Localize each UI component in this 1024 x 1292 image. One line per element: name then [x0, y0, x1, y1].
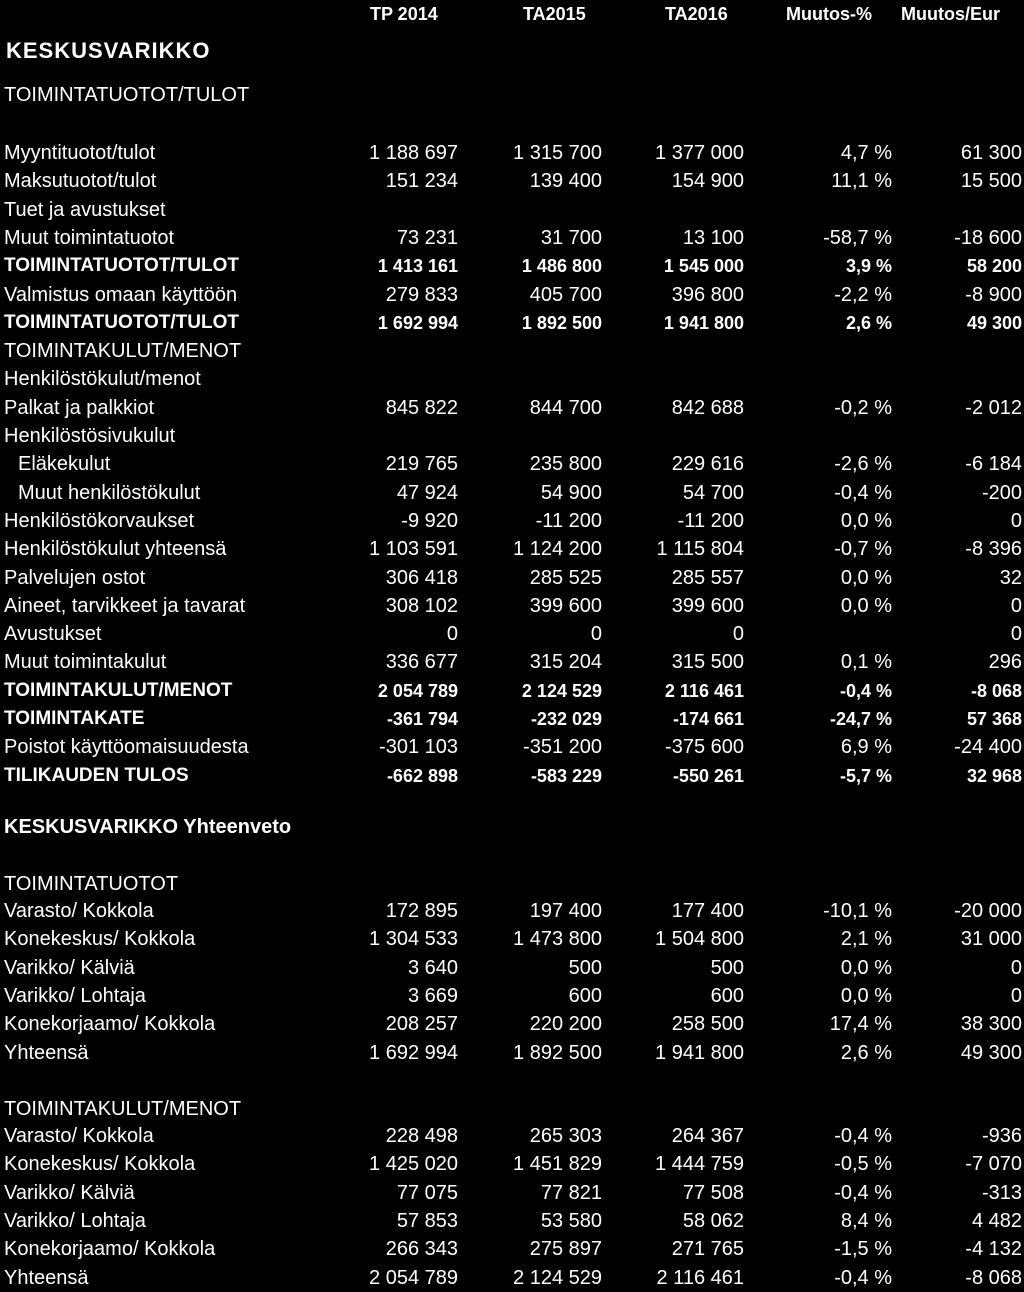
cell-v4: 11,1 % [831, 170, 892, 193]
cell-v4: -58,7 % [823, 226, 892, 249]
cell-v2: 265 303 [529, 1125, 602, 1147]
table-row [0, 422, 1024, 450]
cell-v2: 220 200 [529, 1013, 602, 1036]
cell-v4: -10,1 % [823, 900, 892, 922]
cell-v5: 49 300 [966, 312, 1022, 333]
cell-v1: 1 692 994 [377, 312, 458, 333]
cell-v5: -24 400 [954, 736, 1022, 759]
cell-v4: 0,0 % [840, 594, 892, 617]
table-row [0, 507, 1024, 535]
cell-v5: -4 132 [965, 1238, 1022, 1261]
cell-v1: 47 924 [396, 481, 458, 504]
cell-v1: 3 640 [407, 956, 458, 979]
cell-v5: 38 300 [960, 1013, 1022, 1036]
table-row [0, 1122, 1024, 1150]
row-label: Varikko/ Kälviä [4, 1181, 135, 1204]
cell-v2: 77 821 [540, 1181, 602, 1204]
cell-v5: -8 068 [965, 1266, 1022, 1289]
row-label: Henkilöstösivukulut [4, 425, 176, 447]
table-row [0, 309, 1024, 337]
table-row [0, 982, 1024, 1010]
cell-v5: -7 070 [965, 1153, 1022, 1176]
cell-v2: 500 [568, 956, 602, 979]
cell-v2: 235 800 [529, 453, 602, 476]
cell-v4: 0,0 % [840, 984, 892, 1007]
cell-v1: 2 054 789 [377, 680, 458, 701]
cell-v5: 32 [999, 566, 1022, 589]
cell-v3: 1 941 800 [663, 312, 744, 333]
summary-section-revenue: TOIMINTATUOTOT [4, 873, 179, 895]
cell-v4: -1,5 % [834, 1238, 892, 1261]
row-label: Muut toimintakulut [4, 651, 167, 674]
table-row [0, 592, 1024, 620]
cell-v1: 308 102 [385, 594, 458, 617]
cell-v3: -375 600 [665, 736, 744, 759]
cell-v2: 31 700 [540, 226, 602, 249]
table-row [0, 897, 1024, 925]
cell-v5: 58 200 [966, 256, 1022, 277]
cell-v3: 258 500 [671, 1013, 744, 1036]
cell-v5: -2 012 [965, 396, 1022, 419]
row-label: Konekorjaamo/ Kokkola [4, 1238, 216, 1261]
cell-v1: 0 [446, 623, 458, 646]
cell-v1: 151 234 [385, 170, 458, 193]
cell-v3: 0 [732, 623, 744, 646]
cell-v1: 228 498 [385, 1125, 458, 1147]
cell-v5: 0 [1010, 956, 1022, 979]
cell-v5: 0 [1010, 509, 1022, 532]
cell-v1: 1 413 161 [377, 256, 458, 277]
cell-v2: -11 200 [535, 509, 602, 532]
row-label: Varikko/ Lohtaja [4, 1209, 146, 1232]
cell-v4: -0,7 % [834, 538, 892, 561]
table-row [0, 337, 1024, 365]
cell-v5: 61 300 [960, 142, 1022, 164]
cell-v1: 219 765 [385, 453, 458, 476]
table-row [0, 365, 1024, 393]
cell-v5: 49 300 [960, 1041, 1022, 1064]
cell-v2: 399 600 [529, 594, 602, 617]
cell-v5: 296 [988, 651, 1022, 674]
column-header-row [0, 0, 1024, 30]
cell-v5: -6 184 [965, 453, 1022, 476]
cell-v2: 139 400 [529, 170, 602, 193]
cell-v3: 77 508 [682, 1181, 744, 1204]
cell-v3: -174 661 [672, 709, 744, 729]
cell-v5: 15 500 [960, 170, 1022, 193]
row-label: Muut henkilöstökulut [18, 481, 201, 504]
row-label: Varasto/ Kokkola [4, 900, 154, 922]
cell-v5: 57 368 [966, 709, 1022, 729]
page-title: KESKUSVARIKKO [6, 38, 211, 63]
row-label: TOIMINTAKULUT/MENOT [4, 340, 242, 363]
cell-v2: -351 200 [523, 736, 602, 759]
table-row [0, 479, 1024, 507]
row-label: Avustukset [4, 623, 102, 646]
table-row [0, 564, 1024, 592]
cell-v3: 285 557 [671, 566, 744, 589]
row-label: Varikko/ Kälviä [4, 956, 135, 979]
cell-v4: 3,9 % [845, 256, 892, 277]
row-label: Muut toimintatuotot [4, 226, 175, 249]
cell-v2: 197 400 [529, 900, 602, 922]
cell-v3: 54 700 [682, 481, 744, 504]
cell-v1: 1 425 020 [369, 1153, 458, 1176]
table-row [0, 762, 1024, 790]
cell-v1: 266 343 [385, 1238, 458, 1261]
col-header-ta2016: TA2016 [665, 4, 728, 24]
row-label: Tuet ja avustukset [4, 198, 166, 221]
table-row [0, 1207, 1024, 1235]
cell-v2: 53 580 [540, 1209, 602, 1232]
row-label: TOIMINTAKULUT/MENOT [4, 679, 233, 701]
cell-v2: 285 525 [529, 566, 602, 589]
cell-v4: -0,2 % [834, 396, 892, 419]
summary-title: KESKUSVARIKKO Yhteenveto [4, 816, 292, 838]
table-row [0, 1235, 1024, 1263]
cell-v2: 1 892 500 [521, 312, 602, 333]
cell-v4: -5,7 % [839, 765, 892, 786]
table-row [0, 1150, 1024, 1178]
table-row [0, 1264, 1024, 1292]
cell-v3: 58 062 [682, 1209, 744, 1232]
cell-v1: 1 692 994 [369, 1041, 458, 1064]
cell-v3: 600 [710, 984, 744, 1007]
cell-v1: 336 677 [385, 651, 458, 674]
cell-v5: 32 968 [966, 765, 1022, 786]
cell-v4: 6,9 % [840, 736, 892, 759]
cell-v1: -662 898 [386, 765, 458, 786]
cell-v1: 2 054 789 [369, 1266, 458, 1289]
cell-v4: -0,4 % [834, 1125, 892, 1147]
table-row [0, 139, 1024, 167]
cell-v4: -0,4 % [834, 1266, 892, 1289]
cell-v1: -9 920 [401, 509, 458, 532]
summary-section-expenses: TOIMINTAKULUT/MENOT [4, 1098, 242, 1120]
cell-v4: 8,4 % [840, 1209, 892, 1232]
cell-v4: 0,0 % [840, 566, 892, 589]
table-row [0, 954, 1024, 982]
row-label: Valmistus omaan käyttöön [4, 283, 238, 306]
table-row [0, 925, 1024, 953]
cell-v5: 4 482 [971, 1209, 1022, 1232]
row-label: Palvelujen ostot [4, 566, 146, 589]
cell-v5: -8 396 [965, 538, 1022, 561]
cell-v2: 405 700 [529, 283, 602, 306]
row-label: TOIMINTAKATE [4, 708, 145, 729]
cell-v3: 13 100 [682, 226, 744, 249]
col-header-ta2015: TA2015 [523, 4, 586, 24]
cell-v3: 2 116 461 [664, 680, 744, 701]
cell-v3: 1 504 800 [655, 928, 744, 951]
cell-v2: 1 124 200 [513, 538, 602, 561]
cell-v2: 275 897 [529, 1238, 602, 1261]
cell-v4: 2,1 % [840, 928, 892, 951]
cell-v2: 1 473 800 [513, 928, 602, 951]
cell-v3: 1 115 804 [656, 538, 744, 561]
cell-v3: 271 765 [671, 1238, 744, 1261]
cell-v1: -361 794 [386, 709, 458, 729]
cell-v2: 600 [568, 984, 602, 1007]
table-row [0, 733, 1024, 761]
cell-v1: 3 669 [407, 984, 458, 1007]
cell-v4: 2,6 % [840, 1041, 892, 1064]
cell-v4: -2,6 % [834, 453, 892, 476]
row-label: TOIMINTATUOTOT/TULOT [4, 311, 240, 333]
cell-v2: 54 900 [540, 481, 602, 504]
cell-v2: 0 [590, 623, 602, 646]
cell-v1: 1 304 533 [369, 928, 458, 951]
row-label: Eläkekulut [18, 453, 111, 476]
cell-v4: 0,0 % [840, 956, 892, 979]
cell-v3: 264 367 [671, 1125, 744, 1147]
cell-v5: -8 900 [965, 283, 1022, 306]
cell-v1: 279 833 [385, 283, 458, 306]
cell-v5: 31 000 [960, 928, 1022, 951]
cell-v1: 1 103 591 [369, 538, 458, 561]
row-label: Konekeskus/ Kokkola [4, 928, 196, 951]
cell-v2: 1 892 500 [513, 1041, 602, 1064]
cell-v3: 154 900 [671, 170, 744, 193]
table-row [0, 677, 1024, 705]
cell-v1: 57 853 [396, 1209, 458, 1232]
row-label: Palkat ja palkkiot [4, 396, 155, 419]
cell-v2: 1 315 700 [513, 142, 602, 164]
cell-v1: 172 895 [385, 900, 458, 922]
cell-v5: -936 [981, 1125, 1022, 1147]
row-label: Konekeskus/ Kokkola [4, 1153, 196, 1176]
row-label: Aineet, tarvikkeet ja tavarat [4, 594, 246, 617]
cell-v5: 0 [1010, 623, 1022, 646]
table-row [0, 281, 1024, 309]
cell-v3: 315 500 [671, 651, 744, 674]
table-row [0, 1039, 1024, 1067]
row-label: Varikko/ Lohtaja [4, 984, 146, 1007]
col-header-change-eur: Muutos/Eur [901, 4, 1000, 24]
row-label: Henkilöstökulut/menot [4, 368, 201, 391]
row-label: Varasto/ Kokkola [4, 1125, 154, 1147]
table-row [0, 705, 1024, 733]
cell-v1: 77 075 [396, 1181, 458, 1204]
row-label: Maksutuotot/tulot [4, 170, 157, 193]
cell-v2: 2 124 529 [513, 1266, 602, 1289]
table-row [0, 394, 1024, 422]
table-row [0, 648, 1024, 676]
col-header-tp2014: TP 2014 [370, 4, 438, 24]
cell-v1: 208 257 [385, 1013, 458, 1036]
table-row [0, 1179, 1024, 1207]
cell-v1: -301 103 [379, 736, 458, 759]
row-label: TILIKAUDEN TULOS [4, 764, 189, 786]
cell-v3: 399 600 [671, 594, 744, 617]
table-row [0, 224, 1024, 252]
cell-v5: -313 [981, 1181, 1022, 1204]
row-label: Myyntituotot/tulot [4, 142, 156, 164]
col-header-change-percent: Muutos-% [786, 4, 872, 24]
cell-v3: -550 261 [672, 765, 744, 786]
row-label: TOIMINTATUOTOT/TULOT [4, 255, 240, 277]
cell-v3: -11 200 [677, 509, 744, 532]
cell-v4: 0,0 % [840, 509, 892, 532]
cell-v5: -8 068 [970, 680, 1022, 701]
cell-v3: 842 688 [671, 396, 744, 419]
table-row [0, 450, 1024, 478]
row-label: Henkilöstökorvaukset [4, 509, 195, 532]
cell-v3: 229 616 [671, 453, 744, 476]
cell-v4: -24,7 % [829, 709, 892, 729]
section-heading-revenue: TOIMINTATUOTOT/TULOT [4, 84, 250, 106]
cell-v3: 1 941 800 [655, 1041, 744, 1064]
table-row [0, 535, 1024, 563]
cell-v5: 0 [1010, 984, 1022, 1007]
cell-v3: 1 444 759 [655, 1153, 744, 1176]
cell-v2: -583 229 [530, 765, 602, 786]
cell-v5: -200 [981, 481, 1022, 504]
table-row [0, 196, 1024, 224]
cell-v1: 73 231 [396, 226, 458, 249]
cell-v4: 17,4 % [829, 1013, 892, 1036]
cell-v2: 1 486 800 [521, 256, 602, 277]
cell-v4: 4,7 % [840, 142, 892, 164]
cell-v3: 1 545 000 [663, 256, 744, 277]
cell-v4: -0,4 % [834, 481, 892, 504]
cell-v5: -20 000 [954, 900, 1022, 922]
cell-v3: 2 116 461 [656, 1266, 744, 1289]
cell-v4: 2,6 % [845, 312, 892, 333]
table-row [0, 252, 1024, 280]
row-label: Konekorjaamo/ Kokkola [4, 1013, 216, 1036]
table-row [0, 620, 1024, 648]
cell-v5: 0 [1010, 594, 1022, 617]
cell-v2: -232 029 [530, 709, 602, 729]
cell-v1: 845 822 [385, 396, 458, 419]
cell-v3: 177 400 [671, 900, 744, 922]
cell-v4: -0,4 % [834, 1181, 892, 1204]
cell-v4: -2,2 % [834, 283, 892, 306]
table-row [0, 167, 1024, 195]
cell-v1: 1 188 697 [369, 142, 458, 164]
cell-v2: 1 451 829 [513, 1153, 602, 1176]
cell-v1: 306 418 [385, 566, 458, 589]
cell-v5: -18 600 [954, 226, 1022, 249]
cell-v3: 396 800 [671, 283, 744, 306]
table-row [0, 1010, 1024, 1038]
row-label: Yhteensä [4, 1041, 89, 1064]
cell-v4: -0,4 % [839, 680, 892, 701]
cell-v4: 0,1 % [840, 651, 892, 674]
cell-v2: 315 204 [529, 651, 602, 674]
cell-v4: -0,5 % [834, 1153, 892, 1176]
cell-v3: 1 377 000 [655, 142, 744, 164]
cell-v3: 500 [710, 956, 744, 979]
row-label: Yhteensä [4, 1266, 89, 1289]
row-label: Henkilöstökulut yhteensä [4, 538, 227, 561]
cell-v2: 844 700 [529, 396, 602, 419]
cell-v2: 2 124 529 [521, 680, 602, 701]
row-label: Poistot käyttöomaisuudesta [4, 736, 249, 759]
